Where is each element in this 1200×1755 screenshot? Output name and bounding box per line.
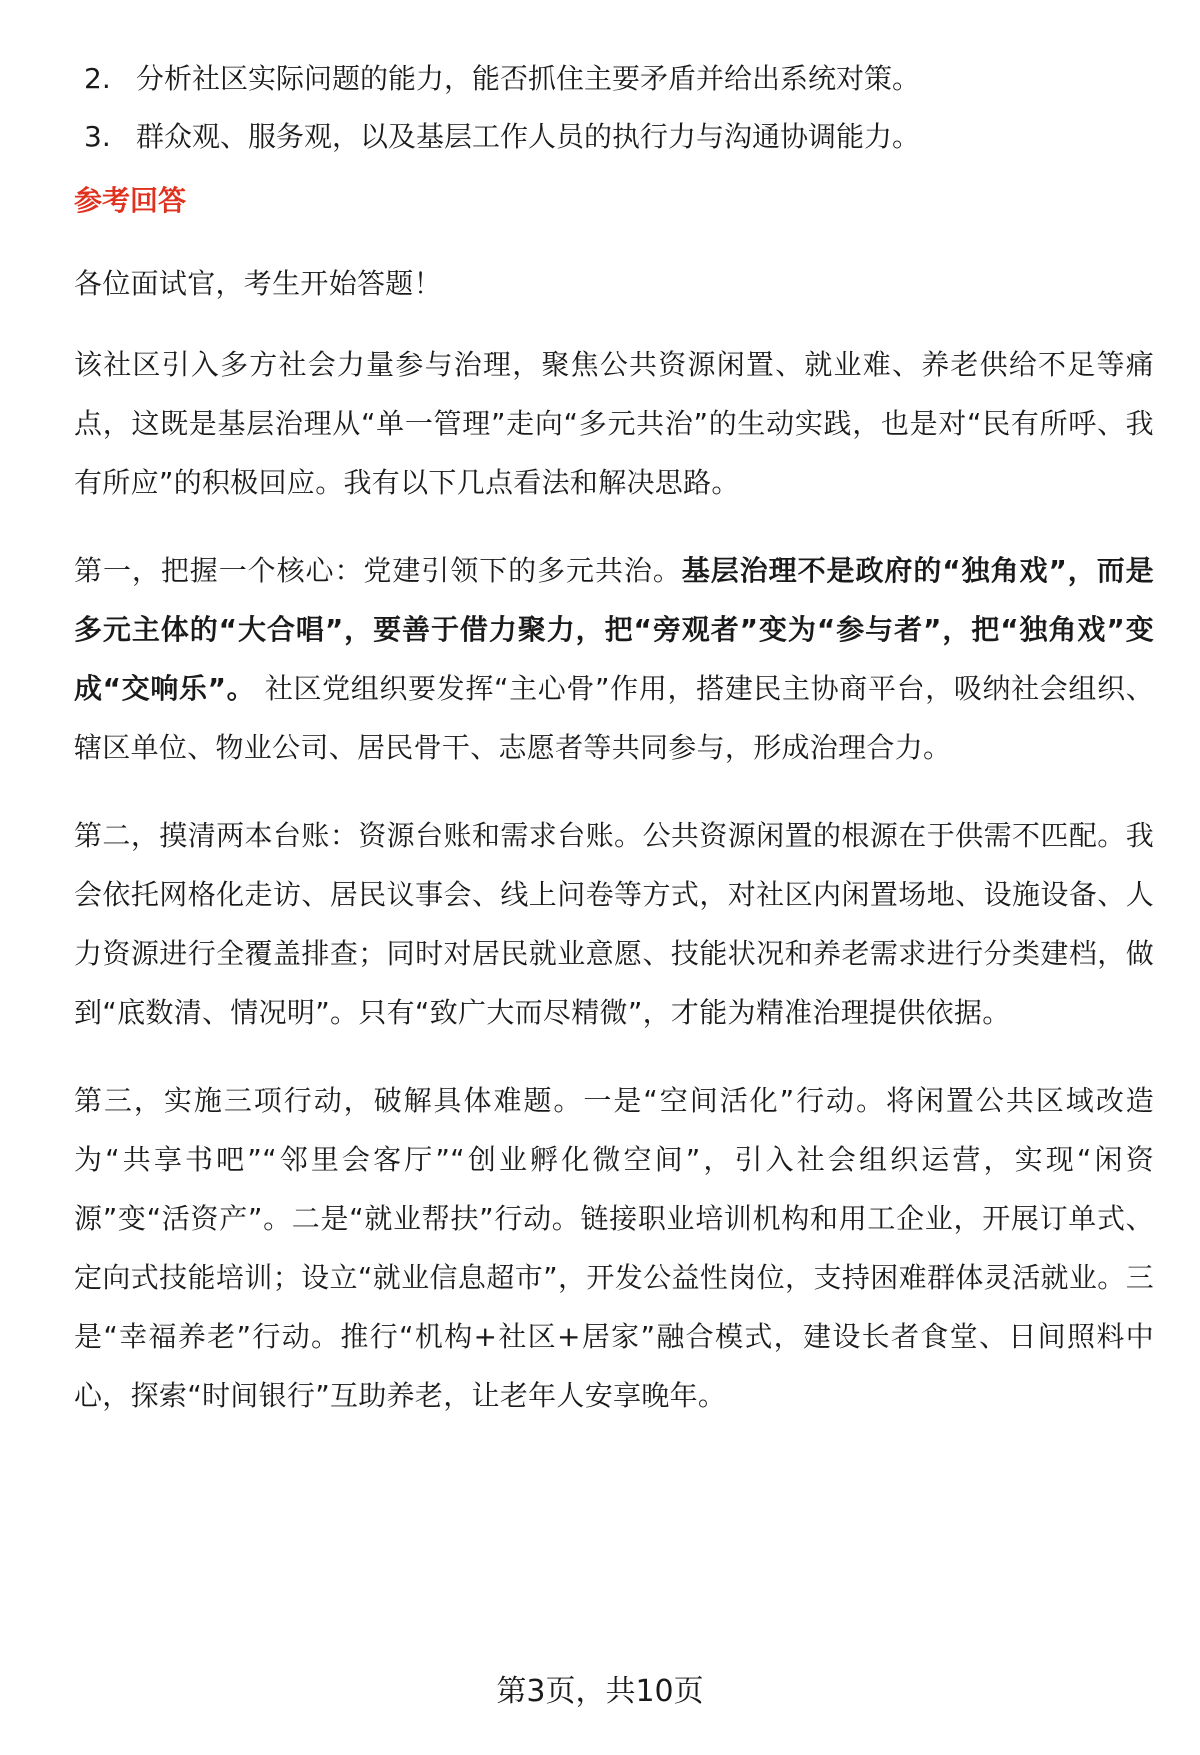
document-page — [74, 60, 1154, 1454]
section-heading: 参考回答 — [74, 184, 187, 217]
criteria-list — [74, 60, 1154, 156]
list-item — [74, 60, 1154, 98]
point-one-lead: 第一，把握一个核心：党建引领下的多元共治。 — [74, 554, 682, 587]
point-one-rest: 社区党组织要发挥“主心骨”作用，搭建民主协商平台，吸纳社会组织、辖区单位、物业公司、居民骨干、志愿者等共同参与，形成治理合力。 — [74, 672, 1155, 764]
point-three-paragraph: 第三，实施三项行动，破解具体难题。一是“空间活化”行动。将闲置公共区域改造为“共享书吧”“邻里会客厅”“创业孵化微空间”，引入社会组织运营，实现“闲资源”变“活资产”。二是“就业帮扶”行动。链接职业培训机构和用工企业，开展订单式、定向式技能培训；设立“就业信息超市”，开发公益性岗位，支持困难群体灵活就业。三是“幸福养老”行动。推行“机构+社区+居家”融合模式，建设长者食堂、日间照料中心，探索“时间银行”互助养老，让老年人安享晚年。 — [74, 1084, 1154, 1412]
page-number-footer: 第3页，共10页 — [496, 1674, 704, 1709]
list-item — [74, 118, 1154, 156]
list-item-text: 群众观、服务观，以及基层工作人员的执行力与沟通协调能力。 — [136, 120, 921, 153]
point-one-emphasis: 基层治理不是政府的“独角戏”，而是多元主体的“大合唱”，要善于借力聚力，把“旁观者”变为“参与者”，把“独角戏”变成“交响乐”。 — [74, 554, 1154, 705]
list-item-number: 2. — [84, 62, 111, 95]
opening-line: 各位面试官，考生开始答题！ — [74, 267, 442, 300]
point-one-paragraph — [74, 541, 1154, 777]
list-item-text: 分析社区实际问题的能力，能否抓住主要矛盾并给出系统对策。 — [136, 62, 921, 95]
point-two-paragraph: 第二，摸清两本台账：资源台账和需求台账。公共资源闲置的根源在于供需不匹配。我会依托网格化走访、居民议事会、线上问卷等方式，对社区内闲置场地、设施设备、人力资源进行全覆盖排查；同时对居民就业意愿、技能状况和养老需求进行分类建档，做到“底数清、情况明”。只有“致广大而尽精微”，才能为精准治理提供依据。 — [74, 819, 1154, 1029]
intro-paragraph: 该社区引入多方社会力量参与治理，聚焦公共资源闲置、就业难、养老供给不足等痛点，这既是基层治理从“单一管理”走向“多元共治”的生动实践，也是对“民有所呼、我有所应”的积极回应。我有以下几点看法和解决思路。 — [74, 348, 1154, 499]
list-item-number: 3. — [84, 120, 111, 153]
